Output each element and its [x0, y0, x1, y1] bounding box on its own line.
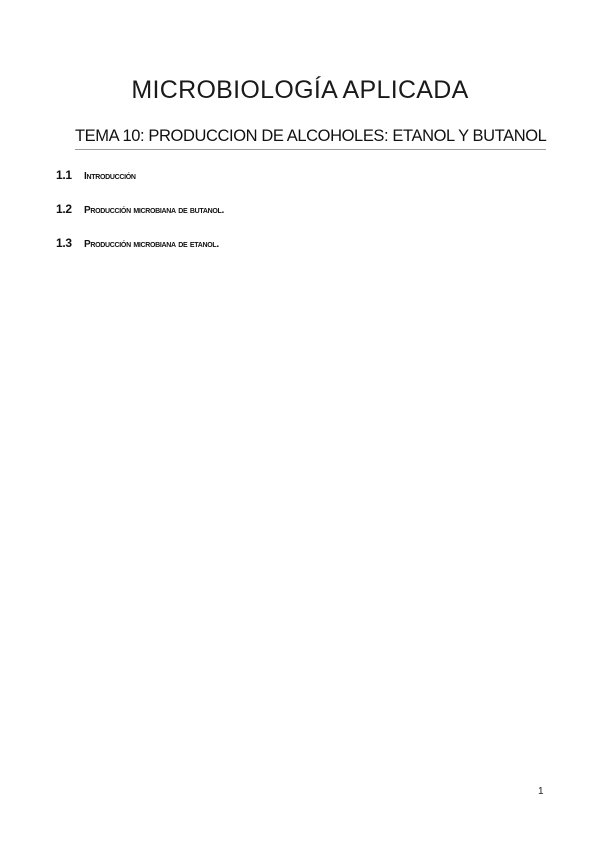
table-of-contents: [56, 168, 224, 270]
toc-item-label: Producción microbiana de butanol.: [84, 205, 224, 216]
toc-item-number: 1.3: [56, 236, 72, 250]
section-header: [75, 127, 546, 150]
toc-item-butanol: [56, 202, 224, 236]
toc-item-introduccion: [56, 168, 224, 202]
section-header-text: TEMA 10: PRODUCCION DE ALCOHOLES: ETANOL Y BUTANOL: [75, 127, 547, 145]
page-number: 1: [538, 786, 544, 797]
toc-item-etanol: [56, 236, 224, 270]
toc-item-label: Introducción: [84, 171, 136, 182]
toc-item-number: 1.1: [56, 168, 72, 182]
toc-item-number: 1.2: [56, 202, 72, 216]
document-title: MICROBIOLOGÍA APLICADA: [131, 76, 469, 104]
toc-item-label: Producción microbiana de etanol.: [84, 239, 219, 250]
